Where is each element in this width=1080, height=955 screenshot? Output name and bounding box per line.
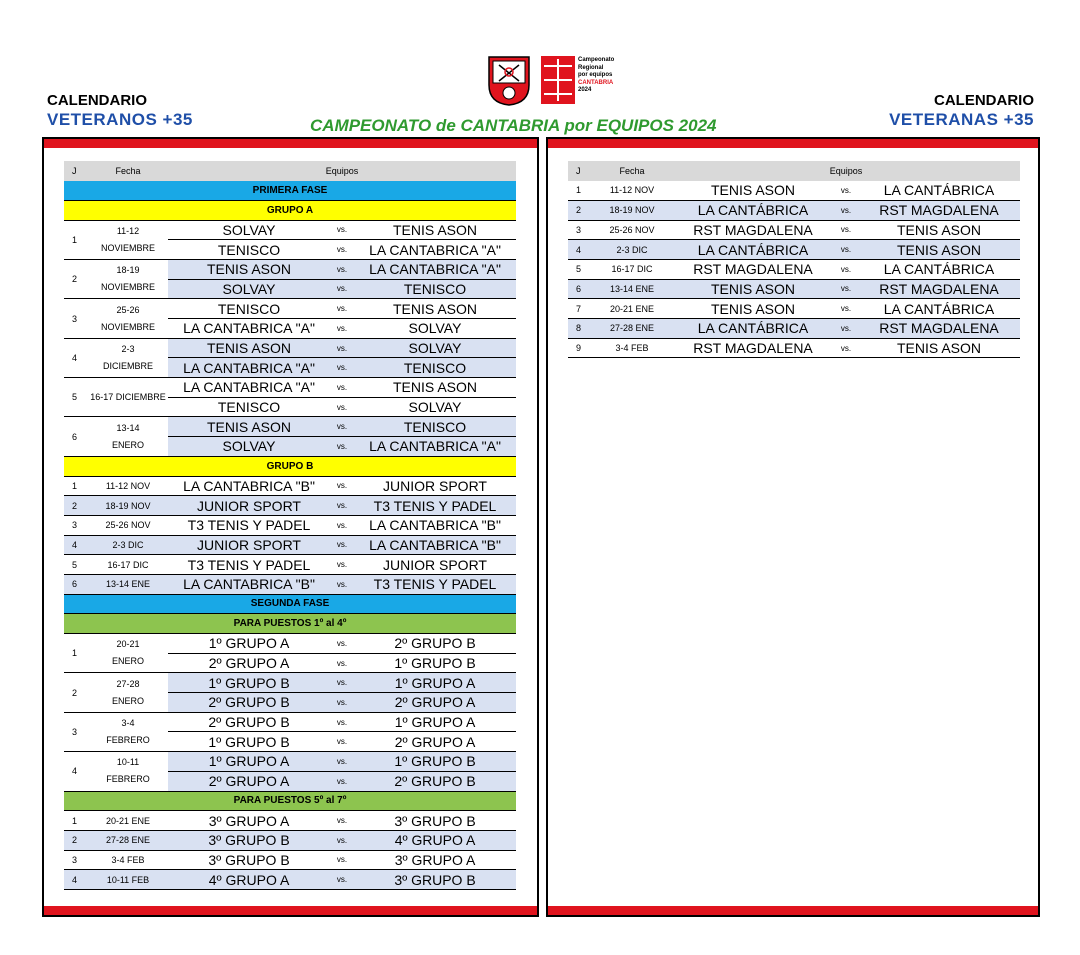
round-date-line: DICIEMBRE xyxy=(102,360,153,371)
match-row xyxy=(64,338,516,358)
home-team: 1º GRUPO A xyxy=(168,752,330,772)
vs-label: vs. xyxy=(330,870,354,890)
bottom-red-bar xyxy=(548,906,1038,915)
match-row xyxy=(64,870,516,890)
round-number: 3 xyxy=(568,220,592,240)
round-date-line: NOVIEMBRE xyxy=(100,242,155,253)
home-team: 1º GRUPO B xyxy=(168,673,330,693)
away-team: TENIS ASON xyxy=(858,240,1020,260)
round-number: 7 xyxy=(568,299,592,319)
page-title: CAMPEONATO de CANTABRIA por EQUIPOS 2024 xyxy=(310,116,717,135)
vs-label: vs. xyxy=(330,319,354,339)
vs-label: vs. xyxy=(834,299,858,319)
home-team: SOLVAY xyxy=(168,279,330,299)
section-band-label: PARA PUESTOS 5º al 7º xyxy=(64,791,516,811)
match-row xyxy=(64,220,516,240)
right-schedule-panel xyxy=(546,137,1040,917)
round-date: 16-17 DIC xyxy=(88,555,168,575)
round-number: 2 xyxy=(64,259,88,298)
round-date: 13-14 ENE xyxy=(592,279,672,299)
vs-label: vs. xyxy=(330,771,354,791)
vs-label: vs. xyxy=(330,259,354,279)
home-team: RST MAGDALENA xyxy=(672,220,834,240)
home-team: TENIS ASON xyxy=(168,417,330,437)
round-number: 4 xyxy=(64,535,88,555)
vs-label: vs. xyxy=(834,200,858,220)
vs-label: vs. xyxy=(834,259,858,279)
home-team: 2º GRUPO B xyxy=(168,712,330,732)
match-row xyxy=(64,712,516,732)
home-team: 3º GRUPO A xyxy=(168,811,330,831)
home-team: 1º GRUPO B xyxy=(168,732,330,752)
match-row xyxy=(64,574,516,594)
round-number: 5 xyxy=(64,555,88,575)
match-row xyxy=(64,476,516,496)
match-row xyxy=(64,496,516,516)
round-number: 5 xyxy=(64,378,88,417)
vs-label: vs. xyxy=(330,476,354,496)
round-date-line: 3-4 xyxy=(121,717,135,728)
away-team: TENIS ASON xyxy=(354,220,516,240)
match-row xyxy=(64,811,516,831)
match-row xyxy=(64,752,516,772)
round-date-line: 25-26 xyxy=(116,304,140,315)
away-team: 1º GRUPO B xyxy=(354,752,516,772)
round-date: 3-4 FEB xyxy=(592,338,672,358)
section-band-label: GRUPO A xyxy=(64,200,516,220)
home-team: RST MAGDALENA xyxy=(672,338,834,358)
round-date-line: FEBRERO xyxy=(106,774,150,785)
away-team: TENISCO xyxy=(354,417,516,437)
left-schedule-panel xyxy=(42,137,539,917)
away-team: T3 TENIS Y PADEL xyxy=(354,496,516,516)
round-date-line: 13-14 xyxy=(116,422,140,433)
bottom-red-bar xyxy=(44,906,537,915)
round-date: 27-28 ENE xyxy=(592,319,672,339)
home-team: LA CANTÁBRICA xyxy=(672,240,834,260)
home-team: LA CANTABRICA "B" xyxy=(168,574,330,594)
column-header-equipos: Equipos xyxy=(672,161,1020,181)
home-team: 2º GRUPO B xyxy=(168,693,330,713)
away-team: 3º GRUPO B xyxy=(354,870,516,890)
home-team: LA CANTABRICA "A" xyxy=(168,378,330,398)
column-header-j: J xyxy=(64,161,88,181)
section-band-label: PARA PUESTOS 1º al 4º xyxy=(64,614,516,634)
round-date-line: 2-3 xyxy=(121,343,135,354)
round-date-line: 10-11 xyxy=(116,757,140,768)
vs-label: vs. xyxy=(834,240,858,260)
home-team: 2º GRUPO A xyxy=(168,771,330,791)
column-header-equipos: Equipos xyxy=(168,161,516,181)
vs-label: vs. xyxy=(330,752,354,772)
band-puestos-5-7 xyxy=(64,791,516,811)
match-row xyxy=(64,850,516,870)
round-date: 18-19 NOV xyxy=(88,496,168,516)
home-team: TENIS ASON xyxy=(168,338,330,358)
away-team: LA CANTABRICA "B" xyxy=(354,535,516,555)
vs-label: vs. xyxy=(330,673,354,693)
round-number: 8 xyxy=(568,319,592,339)
round-number: 4 xyxy=(64,338,88,377)
round-date: 20-21 ENE xyxy=(88,811,168,831)
away-team: LA CANTABRICA "A" xyxy=(354,437,516,457)
vs-label: vs. xyxy=(330,437,354,457)
top-red-bar xyxy=(548,139,1038,148)
away-team: LA CANTABRICA "A" xyxy=(354,240,516,260)
home-team: 3º GRUPO B xyxy=(168,830,330,850)
home-team: LA CANTÁBRICA xyxy=(672,200,834,220)
round-date: 25-26 NOV xyxy=(592,220,672,240)
round-number: 6 xyxy=(568,279,592,299)
logo-caption-line: CANTABRIA xyxy=(578,79,614,86)
round-number: 3 xyxy=(64,515,88,535)
round-number: 3 xyxy=(64,299,88,338)
round-date: 20-21 ENE xyxy=(592,299,672,319)
round-date-line: 27-28 xyxy=(116,678,140,689)
home-team: JUNIOR SPORT xyxy=(168,496,330,516)
home-team: LA CANTÁBRICA xyxy=(672,319,834,339)
match-row xyxy=(568,240,1020,260)
round-date: 18-19 NOV xyxy=(592,200,672,220)
vs-label: vs. xyxy=(330,358,354,378)
vs-label: vs. xyxy=(330,830,354,850)
round-number: 2 xyxy=(64,673,88,712)
round-date-line: NOVIEMBRE xyxy=(100,282,155,293)
round-number: 2 xyxy=(64,830,88,850)
round-date: 11-12 NOV xyxy=(592,181,672,201)
vs-label: vs. xyxy=(330,574,354,594)
away-team: T3 TENIS Y PADEL xyxy=(354,574,516,594)
away-team: LA CANTABRICA "B" xyxy=(354,515,516,535)
right-calendar-label: CALENDARIO xyxy=(934,92,1034,109)
vs-label: vs. xyxy=(330,299,354,319)
logo-caption-line: por equipos xyxy=(578,72,613,78)
home-team: TENISCO xyxy=(168,397,330,417)
round-date: 2-3 DIC xyxy=(88,535,168,555)
away-team: JUNIOR SPORT xyxy=(354,476,516,496)
round-number: 4 xyxy=(64,752,88,791)
vs-label: vs. xyxy=(330,279,354,299)
round-number: 6 xyxy=(64,417,88,456)
away-team: SOLVAY xyxy=(354,397,516,417)
round-date xyxy=(88,220,168,259)
section-band-label: GRUPO B xyxy=(64,456,516,476)
round-date-line: ENERO xyxy=(111,695,144,706)
home-team: T3 TENIS Y PADEL xyxy=(168,555,330,575)
veteranos-schedule-table xyxy=(64,161,516,890)
vs-label: vs. xyxy=(330,653,354,673)
vs-label: vs. xyxy=(834,319,858,339)
home-team: TENISCO xyxy=(168,240,330,260)
vs-label: vs. xyxy=(330,496,354,516)
column-header-row xyxy=(568,161,1020,181)
round-date-line: 20-21 xyxy=(116,639,140,650)
left-calendar-label: CALENDARIO xyxy=(47,92,147,109)
vs-label: vs. xyxy=(330,850,354,870)
home-team: LA CANTABRICA "A" xyxy=(168,319,330,339)
round-date: 27-28 ENE xyxy=(88,830,168,850)
round-date-line: 18-19 xyxy=(116,265,140,276)
band-grupo-a xyxy=(64,200,516,220)
round-number: 9 xyxy=(568,338,592,358)
vs-label: vs. xyxy=(330,555,354,575)
away-team: 1º GRUPO A xyxy=(354,673,516,693)
away-team: RST MAGDALENA xyxy=(858,279,1020,299)
round-date: 25-26 NOV xyxy=(88,515,168,535)
round-number: 1 xyxy=(64,220,88,259)
away-team: JUNIOR SPORT xyxy=(354,555,516,575)
round-number: 2 xyxy=(568,200,592,220)
logo-caption-line: Campeonato xyxy=(578,57,615,63)
vs-label: vs. xyxy=(330,732,354,752)
away-team: 2º GRUPO B xyxy=(354,771,516,791)
vs-label: vs. xyxy=(330,811,354,831)
section-band-label: PRIMERA FASE xyxy=(64,181,516,201)
match-row xyxy=(568,220,1020,240)
home-team: TENIS ASON xyxy=(672,279,834,299)
round-date-line: 11-12 xyxy=(116,225,140,236)
round-number: 1 xyxy=(64,634,88,673)
round-number: 4 xyxy=(64,870,88,890)
match-row xyxy=(568,319,1020,339)
home-team: RST MAGDALENA xyxy=(672,259,834,279)
round-date-line: 16-17 DICIEMBRE xyxy=(90,391,166,402)
round-date xyxy=(88,417,168,456)
round-date xyxy=(88,299,168,338)
vs-label: vs. xyxy=(330,417,354,437)
vs-label: vs. xyxy=(330,634,354,654)
vs-label: vs. xyxy=(834,181,858,201)
away-team: TENIS ASON xyxy=(858,220,1020,240)
away-team: TENISCO xyxy=(354,358,516,378)
match-row xyxy=(64,259,516,279)
away-team: 2º GRUPO B xyxy=(354,634,516,654)
column-header-fecha: Fecha xyxy=(592,161,672,181)
round-number: 3 xyxy=(64,850,88,870)
band-puestos-1-4 xyxy=(64,614,516,634)
match-row xyxy=(568,338,1020,358)
top-red-bar xyxy=(44,139,537,148)
vs-label: vs. xyxy=(330,240,354,260)
round-number: 1 xyxy=(64,476,88,496)
round-date-line: ENERO xyxy=(111,439,144,450)
away-team: RST MAGDALENA xyxy=(858,200,1020,220)
match-row xyxy=(64,417,516,437)
round-number: 1 xyxy=(568,181,592,201)
away-team: 1º GRUPO B xyxy=(354,653,516,673)
round-date-line: FEBRERO xyxy=(106,734,150,745)
match-row xyxy=(568,181,1020,201)
away-team: SOLVAY xyxy=(354,338,516,358)
round-number: 5 xyxy=(568,259,592,279)
match-row xyxy=(568,279,1020,299)
round-number: 4 xyxy=(568,240,592,260)
round-date-line: NOVIEMBRE xyxy=(100,321,155,332)
match-row xyxy=(64,634,516,654)
round-date xyxy=(88,338,168,377)
away-team: TENIS ASON xyxy=(354,378,516,398)
round-date: 2-3 DIC xyxy=(592,240,672,260)
away-team: 1º GRUPO A xyxy=(354,712,516,732)
away-team: RST MAGDALENA xyxy=(858,319,1020,339)
round-number: 2 xyxy=(64,496,88,516)
vs-label: vs. xyxy=(330,338,354,358)
match-row xyxy=(64,673,516,693)
vs-label: vs. xyxy=(330,397,354,417)
federation-shield-logo xyxy=(487,55,531,107)
round-number: 6 xyxy=(64,574,88,594)
vs-label: vs. xyxy=(834,220,858,240)
vs-label: vs. xyxy=(330,220,354,240)
home-team: TENIS ASON xyxy=(168,259,330,279)
round-date xyxy=(88,752,168,791)
logo-caption-line: Regional xyxy=(578,64,604,71)
home-team: 2º GRUPO A xyxy=(168,653,330,673)
away-team: SOLVAY xyxy=(354,319,516,339)
logo-caption xyxy=(578,57,614,95)
home-team: T3 TENIS Y PADEL xyxy=(168,515,330,535)
home-team: 1º GRUPO A xyxy=(168,634,330,654)
home-team: TENIS ASON xyxy=(672,181,834,201)
vs-label: vs. xyxy=(330,515,354,535)
vs-label: vs. xyxy=(330,535,354,555)
away-team: TENIS ASON xyxy=(354,299,516,319)
home-team: TENIS ASON xyxy=(672,299,834,319)
vs-label: vs. xyxy=(330,712,354,732)
away-team: 2º GRUPO A xyxy=(354,693,516,713)
away-team: LA CANTABRICA "A" xyxy=(354,259,516,279)
home-team: TENISCO xyxy=(168,299,330,319)
away-team: 3º GRUPO B xyxy=(354,811,516,831)
away-team: LA CANTÁBRICA xyxy=(858,181,1020,201)
round-date xyxy=(88,378,168,417)
column-header-row xyxy=(64,161,516,181)
match-row xyxy=(568,259,1020,279)
home-team: SOLVAY xyxy=(168,437,330,457)
column-header-j: J xyxy=(568,161,592,181)
home-team: LA CANTABRICA "B" xyxy=(168,476,330,496)
vs-label: vs. xyxy=(330,693,354,713)
match-row xyxy=(64,535,516,555)
match-row xyxy=(64,555,516,575)
veteranas-schedule-table xyxy=(568,161,1020,358)
round-date xyxy=(88,673,168,712)
band-primera-fase xyxy=(64,181,516,201)
round-date xyxy=(88,259,168,298)
round-date: 11-12 NOV xyxy=(88,476,168,496)
match-row xyxy=(568,299,1020,319)
left-category-label: VETERANOS +35 xyxy=(47,110,193,129)
round-date xyxy=(88,712,168,751)
round-number: 1 xyxy=(64,811,88,831)
round-date: 10-11 FEB xyxy=(88,870,168,890)
round-date: 16-17 DIC xyxy=(592,259,672,279)
vs-label: vs. xyxy=(834,338,858,358)
home-team: JUNIOR SPORT xyxy=(168,535,330,555)
away-team: 2º GRUPO A xyxy=(354,732,516,752)
band-segunda-fase xyxy=(64,594,516,614)
band-grupo-b xyxy=(64,456,516,476)
match-row xyxy=(64,515,516,535)
match-row xyxy=(64,299,516,319)
home-team: 3º GRUPO B xyxy=(168,850,330,870)
round-date-line: ENERO xyxy=(111,656,144,667)
section-band-label: SEGUNDA FASE xyxy=(64,594,516,614)
logo-caption-line: 2024 xyxy=(578,87,592,93)
round-date xyxy=(88,634,168,673)
round-date: 13-14 ENE xyxy=(88,574,168,594)
match-row xyxy=(568,200,1020,220)
round-number: 3 xyxy=(64,712,88,751)
home-team: SOLVAY xyxy=(168,220,330,240)
away-team: LA CANTÁBRICA xyxy=(858,259,1020,279)
away-team: TENISCO xyxy=(354,279,516,299)
away-team: 4º GRUPO A xyxy=(354,830,516,850)
column-header-fecha: Fecha xyxy=(88,161,168,181)
vs-label: vs. xyxy=(834,279,858,299)
away-team: 3º GRUPO A xyxy=(354,850,516,870)
home-team: LA CANTABRICA "A" xyxy=(168,358,330,378)
match-row xyxy=(64,830,516,850)
away-team: TENIS ASON xyxy=(858,338,1020,358)
vs-label: vs. xyxy=(330,378,354,398)
away-team: LA CANTÁBRICA xyxy=(858,299,1020,319)
championship-flag-logo xyxy=(540,55,576,105)
right-category-label: VETERANAS +35 xyxy=(889,110,1034,129)
round-date: 3-4 FEB xyxy=(88,850,168,870)
home-team: 4º GRUPO A xyxy=(168,870,330,890)
match-row xyxy=(64,378,516,398)
